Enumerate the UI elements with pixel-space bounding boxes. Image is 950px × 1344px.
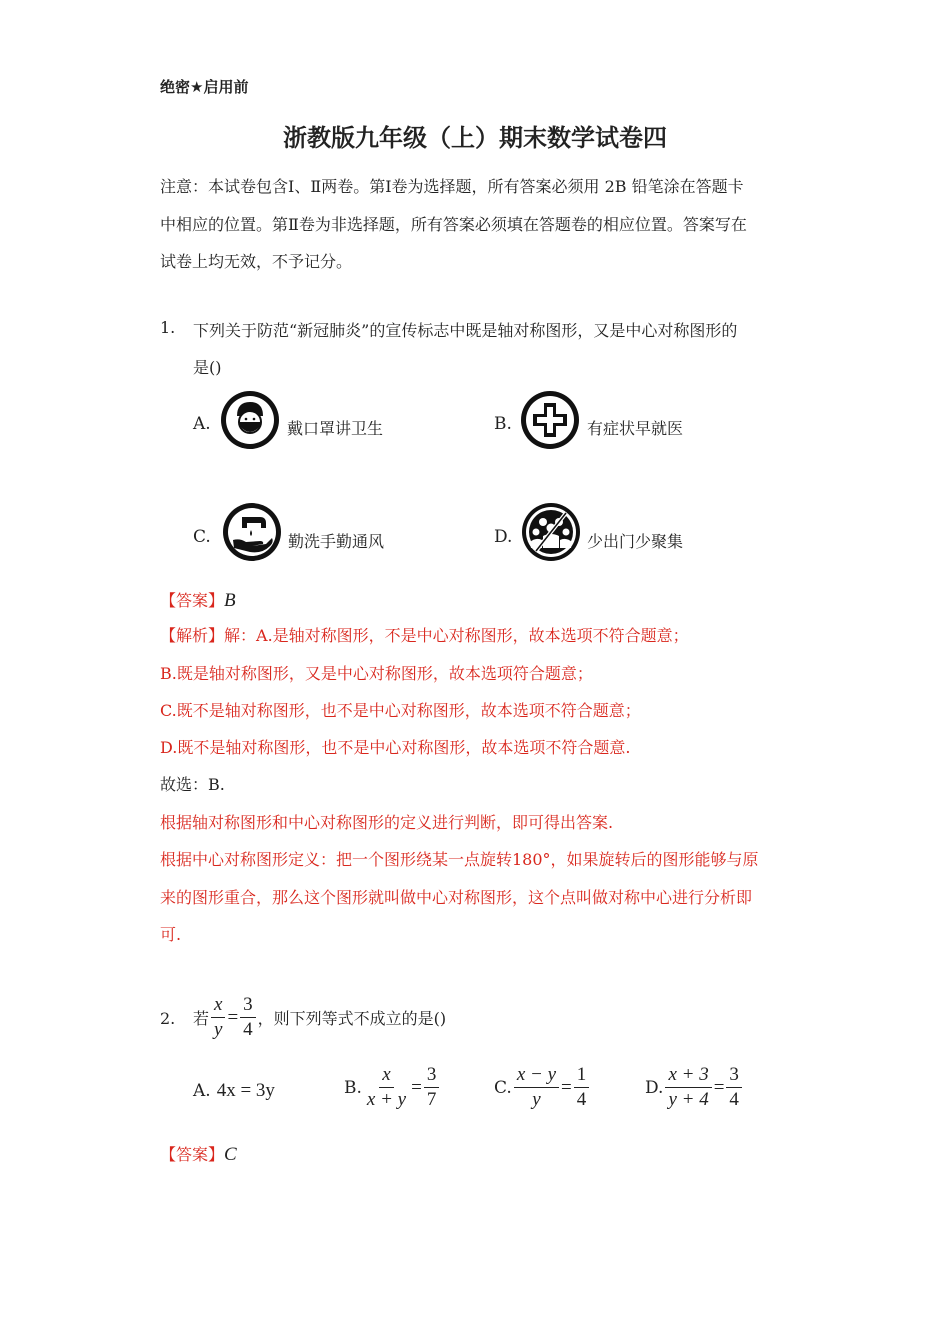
fraction-denominator: 4 (576, 1089, 587, 1110)
answer-value: B (224, 590, 236, 611)
option-c-text: 勤洗手勤通风 (288, 532, 385, 551)
question-2-stem (193, 994, 446, 1041)
fraction-numerator: 3 (240, 994, 256, 1018)
q2-option-a (193, 1080, 275, 1102)
analysis-tag: 【解析】 (160, 626, 225, 645)
q2-option-b (344, 1064, 441, 1111)
notice-line-3: 试卷上均无效，不予记分。 (160, 252, 353, 271)
analysis-line-3: C.既不是轴对称图形，也不是中心对称图形，故本选项不符合题意； (160, 701, 641, 720)
fraction-numerator: 3 (726, 1064, 742, 1088)
option-fraction-right (574, 1064, 590, 1111)
option-label: C. (494, 1077, 512, 1098)
q2-option-c (494, 1064, 591, 1111)
analysis-line-1 (160, 623, 689, 646)
option-c-label: C. (193, 527, 211, 547)
option-b-label: B. (494, 414, 512, 434)
fraction-denominator: y + 4 (668, 1089, 709, 1110)
option-fraction-left (514, 1064, 559, 1111)
option-label: D. (645, 1077, 664, 1098)
option-a-label: A. (193, 414, 211, 434)
option-label: B. (344, 1077, 362, 1098)
option-fraction-right (726, 1064, 742, 1111)
mask-face-icon (220, 390, 280, 450)
hand-washing-icon (222, 502, 282, 562)
page-title: 浙教版九年级（上）期末数学试卷四 (283, 123, 667, 152)
option-fraction-right (424, 1064, 440, 1111)
choice-line: 故选：B. (160, 775, 225, 794)
answer-line-q1 (160, 588, 236, 612)
option-d-text: 少出门少聚集 (587, 532, 684, 551)
q2-option-d (645, 1064, 744, 1111)
option-label: A. (193, 1081, 211, 1101)
option-fraction-left (364, 1064, 409, 1111)
analysis-text: 解：A.是轴对称图形，不是中心对称图形，故本选项不符合题意； (224, 626, 689, 645)
stem-suffix: ，则下列等式不成立的是() (257, 1009, 447, 1028)
given-fraction-right (240, 994, 256, 1041)
fraction-denominator: 4 (243, 1019, 253, 1040)
medical-cross-icon (520, 390, 580, 450)
explain-line-1: 根据轴对称图形和中心对称图形的定义进行判断，即可得出答案. (160, 813, 614, 832)
question-1-stem-line-1: 下列关于防范“新冠肺炎”的宣传标志中既是轴对称图形，又是中心对称图形的 (193, 321, 738, 340)
fraction-numerator: x − y (514, 1064, 559, 1088)
explain-line-4: 可. (160, 925, 182, 944)
analysis-line-4: D.既不是轴对称图形，也不是中心对称图形，故本选项不符合题意. (160, 738, 631, 757)
fraction-denominator: x + y (366, 1089, 407, 1110)
question-2-number: 2. (160, 1009, 176, 1028)
option-expression: 4x = 3y (216, 1080, 275, 1101)
given-fraction-left (211, 994, 225, 1041)
equals-sign: = (561, 1076, 572, 1098)
fraction-denominator: y (214, 1019, 223, 1040)
fraction-numerator: x (379, 1064, 393, 1088)
option-d-label: D. (494, 527, 513, 547)
question-1-stem-line-2: 是() (193, 358, 222, 377)
fraction-numerator: 1 (574, 1064, 590, 1088)
fraction-numerator: x + 3 (665, 1064, 711, 1088)
fraction-denominator: 4 (729, 1089, 739, 1110)
equals-sign: = (713, 1076, 725, 1098)
analysis-line-2: B.既是轴对称图形，又是中心对称图形，故本选项符合题意； (160, 664, 593, 683)
answer-tag: 【答案】 (160, 1145, 225, 1164)
confidential-mark: 绝密★启用前 (160, 78, 249, 96)
fraction-numerator: 3 (424, 1064, 440, 1088)
explain-line-3: 来的图形重合，那么这个图形就叫做中心对称图形，这个点叫做对称中心进行分析即 (160, 888, 753, 907)
option-a-text: 戴口罩讲卫生 (287, 419, 384, 438)
answer-tag: 【答案】 (160, 591, 225, 610)
fraction-denominator: 7 (426, 1089, 437, 1110)
answer-value: C (224, 1144, 237, 1165)
fraction-denominator: y (532, 1089, 541, 1110)
notice-line-1: 注意：本试卷包含Ⅰ、Ⅱ两卷。第Ⅰ卷为选择题，所有答案必须用 2B 铅笔涂在答题卡 (160, 177, 744, 196)
no-crowd-icon (521, 502, 581, 562)
stem-prefix: 若 (193, 1009, 210, 1028)
equals-sign: = (227, 1006, 239, 1028)
option-b-text: 有症状早就医 (587, 419, 684, 438)
answer-line-q2 (160, 1142, 237, 1166)
equals-sign: = (411, 1076, 422, 1098)
fraction-numerator: x (211, 994, 225, 1018)
option-fraction-left (665, 1064, 711, 1111)
explain-line-2: 根据中心对称图形定义：把一个图形绕某一点旋转180°，如果旋转后的图形能够与原 (160, 850, 759, 869)
question-1-number: 1. (160, 318, 176, 337)
notice-line-2: 中相应的位置。第Ⅱ卷为非选择题，所有答案必须填在答题卷的相应位置。答案写在 (160, 215, 747, 234)
